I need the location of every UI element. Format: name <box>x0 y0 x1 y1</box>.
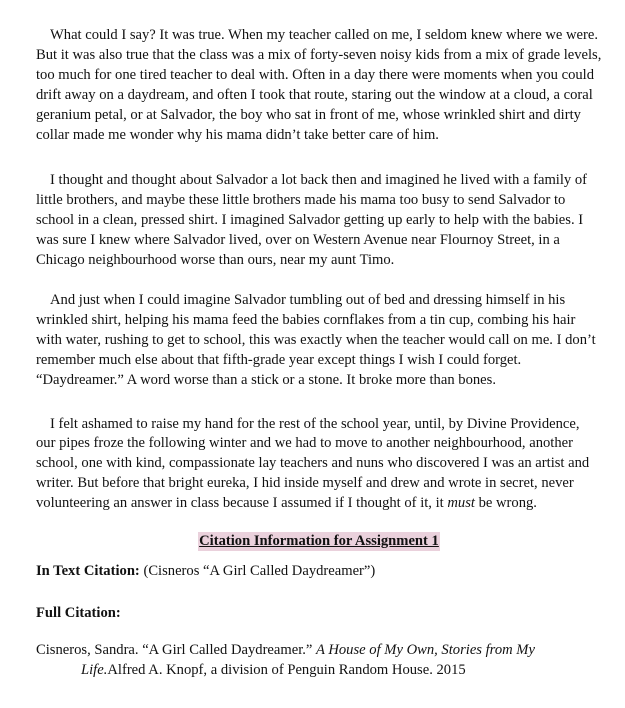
paragraph-4-text-before: I felt ashamed to raise my hand for the rest of the school year, until, by Divine Providence, our pipes froze the following winter and we had to move to another neighbourhood, another school, one with kind, compassionate lay teachers and nuns who discovered I was an artist and writer. But before that bright eureka, I hid inside myself and drew and wrote in secret, never volunteering an answer in class because I assumed if I thought of it, it <box>36 415 590 512</box>
paragraph-3: And just when I could imagine Salvador tumbling out of bed and dressing himself in his wrinkled shirt, helping his mama feed the babies cornflakes from a tin cup, combing his hair with water, rushing to get to school, this was exactly when the teacher would call on me. I don’t remember much else about that fifth-grade year except things I wish I could forget. “Daydreamer.” A word worse than a stick or a stone. It broke more than bones. <box>36 291 596 388</box>
citation-heading: Citation Information for Assignment 1 <box>199 533 439 550</box>
paragraph-4 <box>36 415 602 515</box>
full-citation-label-row <box>36 603 602 623</box>
full-citation-reference <box>36 641 601 680</box>
in-text-citation-value: (Cisneros “A Girl Called Daydreamer”) <box>143 563 376 580</box>
reference-book-title: A House of My Own, Stories from My Life. <box>81 642 535 678</box>
citation-heading-container <box>36 531 602 551</box>
paragraph-2: I thought and thought about Salvador a lot back then and imagined he lived with a family of little brothers, and maybe these little brothers made his mama too busy to send Salvador to school in a clean, pressed shirt. I imagined Salvador getting up early to help with the babies. I was sure I knew where Salvador lived, over on Western Avenue near Flournoy Street, in a Chicago neighbourhood worse than ours, near my aunt Timo. <box>36 172 588 269</box>
paragraph-4-emphasis: must <box>447 495 475 512</box>
paragraph-4-text-after: be wrong. <box>474 495 537 512</box>
full-citation-label: Full Citation: <box>36 605 121 622</box>
reference-author-title: Cisneros, Sandra. “A Girl Called Daydreamer.” <box>36 642 317 659</box>
in-text-citation-label: In Text Citation: <box>36 563 140 580</box>
document-page <box>36 26 602 680</box>
reference-publisher: Alfred A. Knopf, a division of Penguin Random House. 2015 <box>107 661 466 678</box>
in-text-citation <box>36 561 602 581</box>
paragraph-1: What could I say? It was true. When my teacher called on me, I seldom knew where we were. But it was also true that the class was a mix of forty-seven noisy kids from a mix of grade levels, too much for one tired teacher to deal with. Often in a day there were moments when you could drift away on a daydream, and often I took that route, staring out the window at a cloud, a coral geranium petal, or at Salvador, the boy who sat in front of me, whose wrinkled shirt and dirty collar made me wonder why his mama didn’t take better care of him. <box>36 27 602 143</box>
